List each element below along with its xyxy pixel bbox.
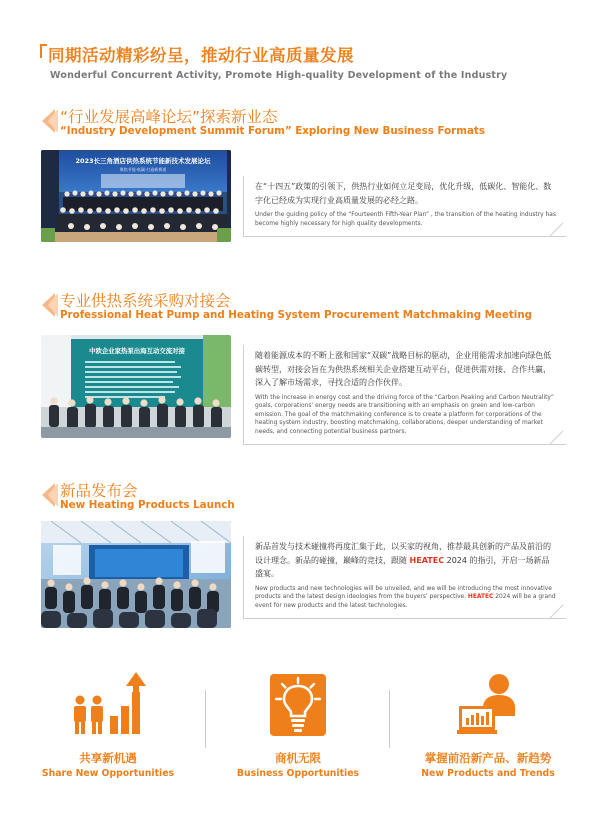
people-growth-icon — [70, 672, 146, 738]
chevron-accent — [48, 293, 58, 317]
page-subtitle: Wonderful Concurrent Activity, Promote High-quality Development of the Industry — [50, 70, 508, 81]
desc-cn-post: 2024 的指引，开启一场新品盛宴。 — [255, 555, 550, 578]
launch-description — [243, 536, 566, 619]
feature-products-trends — [413, 672, 563, 779]
chevron-accent — [48, 483, 58, 507]
section-title-en: “Industry Development Summit Forum” Exploring New Business Formats — [60, 125, 485, 137]
divider — [389, 690, 390, 748]
forum-group-photo — [41, 150, 231, 242]
desc-cn-pre: 新品首发与技术碰撞将再度汇集于此，以买家的视角，推荐最具创新的产品及前沿的设计理念。新品的碰撞，巅峰的竞技，跟随 — [255, 542, 551, 565]
section-title-en: New Heating Products Launch — [60, 499, 235, 511]
launch-event-photo — [41, 521, 231, 628]
banner-text: 中欧企业家热泵出海互动交流对接 — [89, 347, 185, 355]
desc-text-cn — [255, 540, 556, 581]
section-title-cn: 新品发布会 — [60, 482, 138, 500]
desc-text-cn: 在“十四五”政策的引领下，供热行业如何立足变局，优化升级，低碳化、智能化、数字化已经成为实现行业高质量发展的必经之路。 — [255, 182, 552, 205]
feature-share-opportunities — [38, 672, 178, 779]
feature-business-opportunities — [228, 672, 368, 779]
page-title: 同期活动精彩纷呈，推动行业高质量发展 — [48, 46, 354, 65]
desc-text-en: Under the guiding policy of the “Fourteenth Fifth-Year Plan” , the transition of the heating industry has become highly necessary for high quality developments. — [255, 212, 556, 227]
section-title-en: Professional Heat Pump and Heating System Procurement Matchmaking Meeting — [60, 309, 533, 321]
banner-subtext: 聚焦节能·低碳·打造新赛道 — [119, 167, 167, 172]
forum-description — [243, 176, 566, 237]
feature-title-cn: 商机无限 — [275, 751, 321, 765]
banner-text: 2023长三角酒店供热系统节能新技术发展论坛 — [75, 157, 211, 165]
desc-text-en — [255, 585, 556, 611]
brand-highlight: HEATEC — [409, 555, 445, 565]
lightbulb-icon — [268, 672, 328, 738]
section-title-cn: “行业发展高峰论坛”探索新业态 — [60, 108, 278, 126]
feature-title-en: Share New Opportunities — [41, 768, 175, 779]
divider — [205, 690, 206, 748]
bracket-ornament — [40, 44, 47, 58]
feature-title-cn: 掌握前沿新产品、新趋势 — [424, 751, 552, 765]
presenter-icon — [453, 672, 523, 738]
desc-en-pre: New products and new technologies will be unveiled, and we will be introducing the most innovative products and the latest design ideologies from the buyers’ perspective. — [255, 585, 552, 601]
desc-text-cn: 随着能源成本的不断上涨和国家“双碳”战略目标的驱动，企业用能需求加速向绿色低碳转型，对接会旨在为供热系统相关企业搭建互动平台，促进供需对接、合作共赢，深入了解市场需求，寻找合适的合作伙伴。 — [255, 351, 552, 387]
matchmaking-photo — [41, 335, 231, 438]
chevron-accent — [48, 109, 58, 133]
section-title-cn: 专业供热系统采购对接会 — [60, 292, 231, 310]
feature-title-cn: 共享新机遇 — [79, 751, 137, 765]
feature-title-en: Business Opportunities — [236, 768, 360, 779]
desc-en-post: 2024 will be a grand event for new products and the latest technologies. — [255, 594, 556, 609]
feature-title-en: New Products and Trends — [421, 768, 555, 779]
matchmaking-description — [243, 345, 566, 445]
desc-text-en: With the increase in energy cost and the driving force of the “Carbon Peaking and Carbon Neutrality” goals, corporations’ energy needs are transitioning with an emphasis on green and low-carbon emission. The goal of the matchmaking conference is to create a platform for corporations of the heating system industry, boosting matchmaking, collaborations, deeper understanding of market needs, and connecting potential business partners. — [255, 394, 554, 435]
brand-highlight: HEATEC — [467, 594, 494, 601]
